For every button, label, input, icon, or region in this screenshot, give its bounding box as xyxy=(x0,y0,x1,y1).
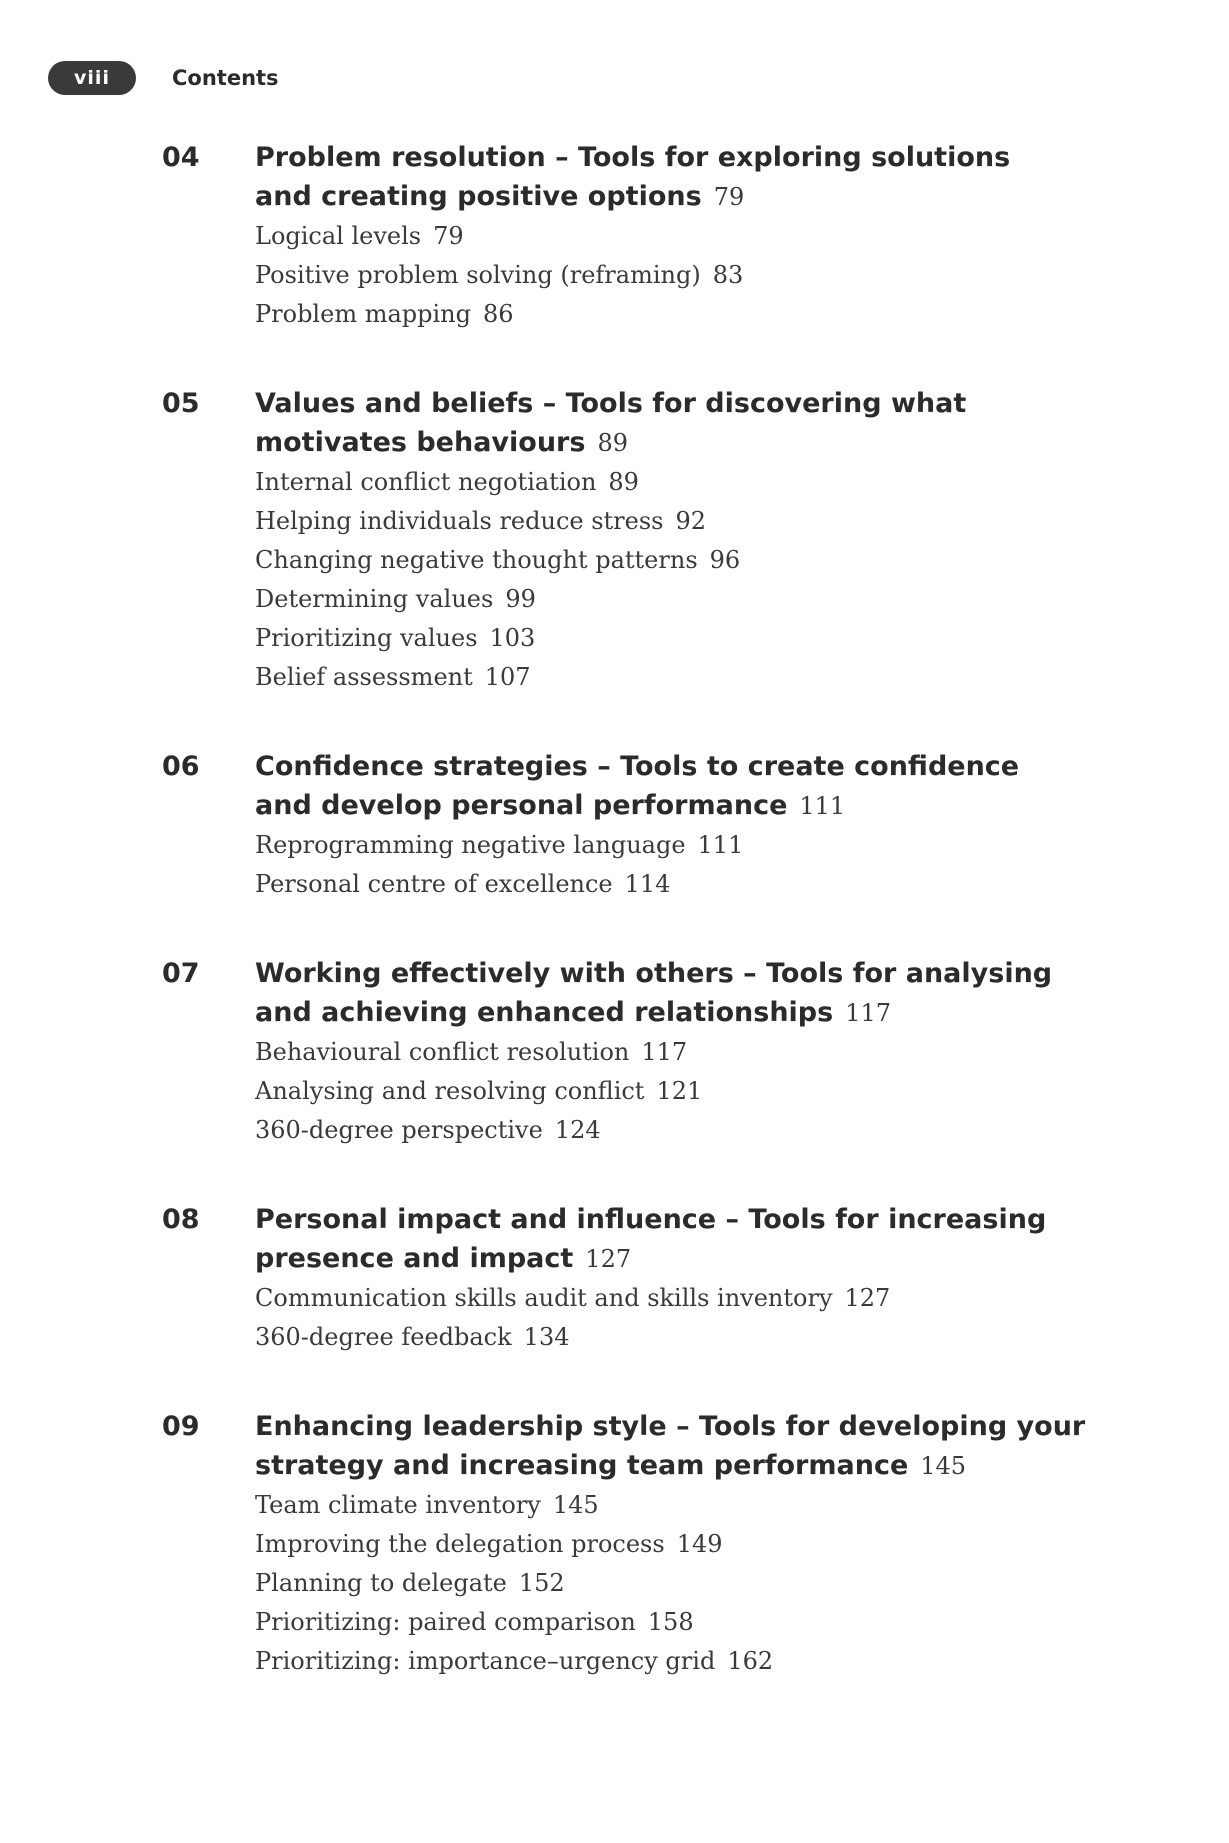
section-label: Changing negative thought patterns xyxy=(255,546,698,574)
section-page-number: 162 xyxy=(727,1647,774,1675)
section-label: Belief assessment xyxy=(255,663,473,691)
section-page-number: 92 xyxy=(675,507,707,535)
section-entry[interactable] xyxy=(255,1318,1115,1357)
section-entry[interactable] xyxy=(255,619,1115,658)
chapter-title-line xyxy=(255,786,1115,826)
page-number-badge: viii xyxy=(48,61,136,95)
chapter-title[interactable] xyxy=(255,384,1115,463)
chapter-title-text: and creating positive options xyxy=(255,181,702,212)
chapter-page-number: 145 xyxy=(920,1452,967,1480)
chapter-entry xyxy=(0,1200,1229,1357)
chapter-number: 08 xyxy=(162,1204,200,1235)
section-list xyxy=(255,826,1115,904)
chapter-body xyxy=(255,138,1115,334)
section-entry[interactable] xyxy=(255,1525,1115,1564)
section-label: Prioritizing: paired comparison xyxy=(255,1608,636,1636)
section-list xyxy=(255,1486,1115,1681)
chapter-title-text: strategy and increasing team performance xyxy=(255,1450,909,1481)
section-list xyxy=(255,1033,1115,1150)
section-page-number: 83 xyxy=(712,261,744,289)
chapter-number: 06 xyxy=(162,751,200,782)
chapter-title-text: and develop personal performance xyxy=(255,790,788,821)
section-label: Planning to delegate xyxy=(255,1569,507,1597)
section-entry[interactable] xyxy=(255,658,1115,697)
section-page-number: 158 xyxy=(647,1608,694,1636)
section-label: Team climate inventory xyxy=(255,1491,541,1519)
section-page-number: 149 xyxy=(676,1530,723,1558)
section-entry[interactable] xyxy=(255,1072,1115,1111)
chapter-title-line: Enhancing leadership style – Tools for developing your xyxy=(255,1411,1086,1442)
chapter-title-line: Confidence strategies – Tools to create confidence xyxy=(255,751,1020,782)
section-list xyxy=(255,1279,1115,1357)
section-entry[interactable] xyxy=(255,217,1115,256)
section-label: 360-degree feedback xyxy=(255,1323,512,1351)
section-entry[interactable] xyxy=(255,1642,1115,1681)
chapter-title-text: presence and impact xyxy=(255,1243,574,1274)
section-page-number: 145 xyxy=(552,1491,599,1519)
chapter-title-text: and achieving enhanced relationships xyxy=(255,997,834,1028)
chapter-page-number: 127 xyxy=(585,1245,632,1273)
chapter-body xyxy=(255,1200,1115,1357)
section-entry[interactable] xyxy=(255,1033,1115,1072)
section-page-number: 89 xyxy=(608,468,639,496)
chapter-page-number: 79 xyxy=(713,183,745,211)
section-page-number: 152 xyxy=(518,1569,565,1597)
chapter-title[interactable] xyxy=(255,954,1115,1033)
chapter-entry xyxy=(0,954,1229,1150)
chapter-title-line xyxy=(255,1239,1115,1279)
chapter-page-number: 117 xyxy=(845,999,892,1027)
chapter-title[interactable] xyxy=(255,138,1115,217)
chapter-entry xyxy=(0,1407,1229,1681)
table-of-contents xyxy=(0,138,1229,1731)
chapter-title-line xyxy=(255,423,1115,463)
section-label: Communication skills audit and skills inventory xyxy=(255,1284,833,1312)
chapter-title[interactable] xyxy=(255,1200,1115,1279)
section-page-number: 99 xyxy=(505,585,536,613)
page-header xyxy=(48,60,279,96)
section-entry[interactable] xyxy=(255,1111,1115,1150)
section-label: Prioritizing values xyxy=(255,624,478,652)
section-entry[interactable] xyxy=(255,541,1115,580)
chapter-body xyxy=(255,384,1115,697)
section-page-number: 96 xyxy=(709,546,741,574)
section-page-number: 117 xyxy=(641,1038,688,1066)
section-entry[interactable] xyxy=(255,1279,1115,1318)
section-page-number: 121 xyxy=(656,1077,703,1105)
chapter-number: 07 xyxy=(162,958,200,989)
section-label: Logical levels xyxy=(255,222,422,250)
chapter-body xyxy=(255,747,1115,904)
section-label: Personal centre of excellence xyxy=(255,870,613,898)
section-label: 360-degree perspective xyxy=(255,1116,543,1144)
section-label: Improving the delegation process xyxy=(255,1530,665,1558)
section-entry[interactable] xyxy=(255,865,1115,904)
section-entry[interactable] xyxy=(255,1564,1115,1603)
section-entry[interactable] xyxy=(255,295,1115,334)
section-page-number: 124 xyxy=(554,1116,601,1144)
chapter-title[interactable] xyxy=(255,1407,1115,1486)
chapter-number: 04 xyxy=(162,142,200,173)
section-entry[interactable] xyxy=(255,826,1115,865)
section-entry[interactable] xyxy=(255,502,1115,541)
section-entry[interactable] xyxy=(255,1486,1115,1525)
chapter-number: 09 xyxy=(162,1411,200,1442)
section-page-number: 127 xyxy=(844,1284,891,1312)
section-entry[interactable] xyxy=(255,580,1115,619)
chapter-page-number: 111 xyxy=(799,792,846,820)
chapter-title-line: Values and beliefs – Tools for discovering what xyxy=(255,388,967,419)
running-head: Contents xyxy=(172,66,279,90)
section-entry[interactable] xyxy=(255,1603,1115,1642)
chapter-number: 05 xyxy=(162,388,200,419)
chapter-body xyxy=(255,954,1115,1150)
chapter-title-line: Working effectively with others – Tools for analysing xyxy=(255,958,1053,989)
section-page-number: 107 xyxy=(484,663,531,691)
section-entry[interactable] xyxy=(255,256,1115,295)
chapter-page-number: 89 xyxy=(597,429,628,457)
section-label: Positive problem solving (reframing) xyxy=(255,261,701,289)
section-label: Internal conflict negotiation xyxy=(255,468,597,496)
section-page-number: 79 xyxy=(433,222,464,250)
chapter-title-line: Problem resolution – Tools for exploring solutions xyxy=(255,142,1011,173)
section-entry[interactable] xyxy=(255,463,1115,502)
section-list xyxy=(255,217,1115,334)
section-label: Reprogramming negative language xyxy=(255,831,686,859)
chapter-body xyxy=(255,1407,1115,1681)
chapter-title-line xyxy=(255,1446,1115,1486)
section-label: Helping individuals reduce stress xyxy=(255,507,664,535)
section-page-number: 103 xyxy=(489,624,536,652)
chapter-title[interactable] xyxy=(255,747,1115,826)
section-label: Determining values xyxy=(255,585,494,613)
section-page-number: 114 xyxy=(624,870,671,898)
section-page-number: 134 xyxy=(523,1323,570,1351)
section-label: Prioritizing: importance–urgency grid xyxy=(255,1647,716,1675)
chapter-title-line: Personal impact and influence – Tools for increasing xyxy=(255,1204,1047,1235)
chapter-entry xyxy=(0,747,1229,904)
section-list xyxy=(255,463,1115,697)
section-page-number: 111 xyxy=(697,831,744,859)
section-label: Problem mapping xyxy=(255,300,471,328)
chapter-title-text: motivates behaviours xyxy=(255,427,586,458)
chapter-title-line xyxy=(255,993,1115,1033)
chapter-entry xyxy=(0,384,1229,697)
chapter-entry xyxy=(0,138,1229,334)
section-label: Analysing and resolving conflict xyxy=(255,1077,645,1105)
section-label: Behavioural conflict resolution xyxy=(255,1038,630,1066)
chapter-title-line xyxy=(255,177,1115,217)
section-page-number: 86 xyxy=(483,300,514,328)
